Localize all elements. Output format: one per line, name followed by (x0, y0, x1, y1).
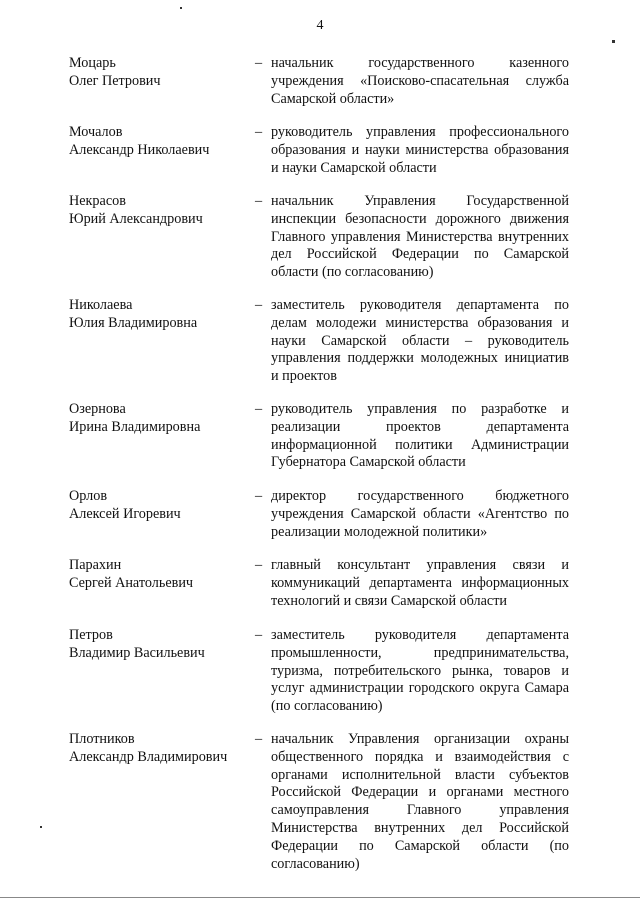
dash: – (255, 557, 263, 573)
person-name (69, 297, 249, 333)
dash: – (255, 401, 263, 417)
person-name (69, 193, 249, 229)
person-name (69, 401, 249, 437)
surname: Мочалов (69, 124, 123, 140)
dash: – (255, 627, 263, 643)
position-text: заместитель руководителя департамента промышленности, предпринимательства, туризма, потребительского рынка, товаров и услуг администрации городского округа Самара (по согласованию) (271, 627, 569, 715)
surname: Петров (69, 627, 113, 643)
given-names: Александр Николаевич (69, 141, 210, 158)
position-text: начальник Управления Государственной инспекции безопасности дорожного движения Главного управления Министерства внутренних дел Российской Федерации по Самарской области (по согласованию) (271, 193, 569, 281)
position-text: директор государственного бюджетного учреждения Самарской области «Агентство по реализации молодежной политики» (271, 488, 569, 540)
scan-speck (40, 826, 42, 828)
page-number: 4 (316, 18, 324, 33)
dash: – (255, 488, 263, 504)
scan-speck (612, 40, 615, 43)
given-names: Ирина Владимировна (69, 418, 201, 435)
person-name (69, 557, 249, 593)
page-edge-line (0, 897, 640, 898)
person-name (69, 488, 249, 524)
given-names: Владимир Васильевич (69, 644, 205, 661)
given-names: Алексей Игоревич (69, 505, 181, 522)
position-text: начальник государственного казенного учреждения «Поисково-спасательная служба Самарской области» (271, 55, 569, 107)
position-text: начальник Управления организации охраны общественного порядка и взаимодействия с органами исполнительной власти субъектов Российской Федерации и органами местного самоуправления Главного управления Министерства внутренних дел Российской Федерации по Самарской области (по согласованию) (271, 731, 569, 872)
person-name (69, 124, 249, 160)
surname: Николаева (69, 297, 133, 313)
dash: – (255, 55, 263, 71)
person-name (69, 731, 249, 767)
surname: Парахин (69, 557, 122, 573)
person-name (69, 627, 249, 663)
surname: Некрасов (69, 193, 126, 209)
surname: Озернова (69, 401, 126, 417)
surname: Моцарь (69, 55, 116, 71)
dash: – (255, 297, 263, 313)
surname: Плотников (69, 731, 135, 747)
dash: – (255, 124, 263, 140)
dash: – (255, 193, 263, 209)
position-text: руководитель управления профессионального образования и науки министерства образования и науки Самарской области (271, 124, 569, 176)
position-text: главный консультант управления связи и коммуникаций департамента информационных технологий и связи Самарской области (271, 557, 569, 609)
position-text: заместитель руководителя департамента по делам молодежи министерства образования и науки Самарской области – руководитель управления поддержки молодежных инициатив и проектов (271, 297, 569, 385)
person-name (69, 55, 249, 91)
given-names: Юрий Александрович (69, 210, 203, 227)
dash: – (255, 731, 263, 747)
scan-speck (180, 7, 182, 9)
position-text: руководитель управления по разработке и реализации проектов департамента информационной политики Администрации Губернатора Самарской области (271, 401, 569, 471)
given-names: Юлия Владимировна (69, 314, 198, 331)
given-names: Александр Владимирович (69, 748, 228, 765)
given-names: Сергей Анатольевич (69, 574, 194, 591)
surname: Орлов (69, 488, 108, 504)
given-names: Олег Петрович (69, 72, 161, 89)
